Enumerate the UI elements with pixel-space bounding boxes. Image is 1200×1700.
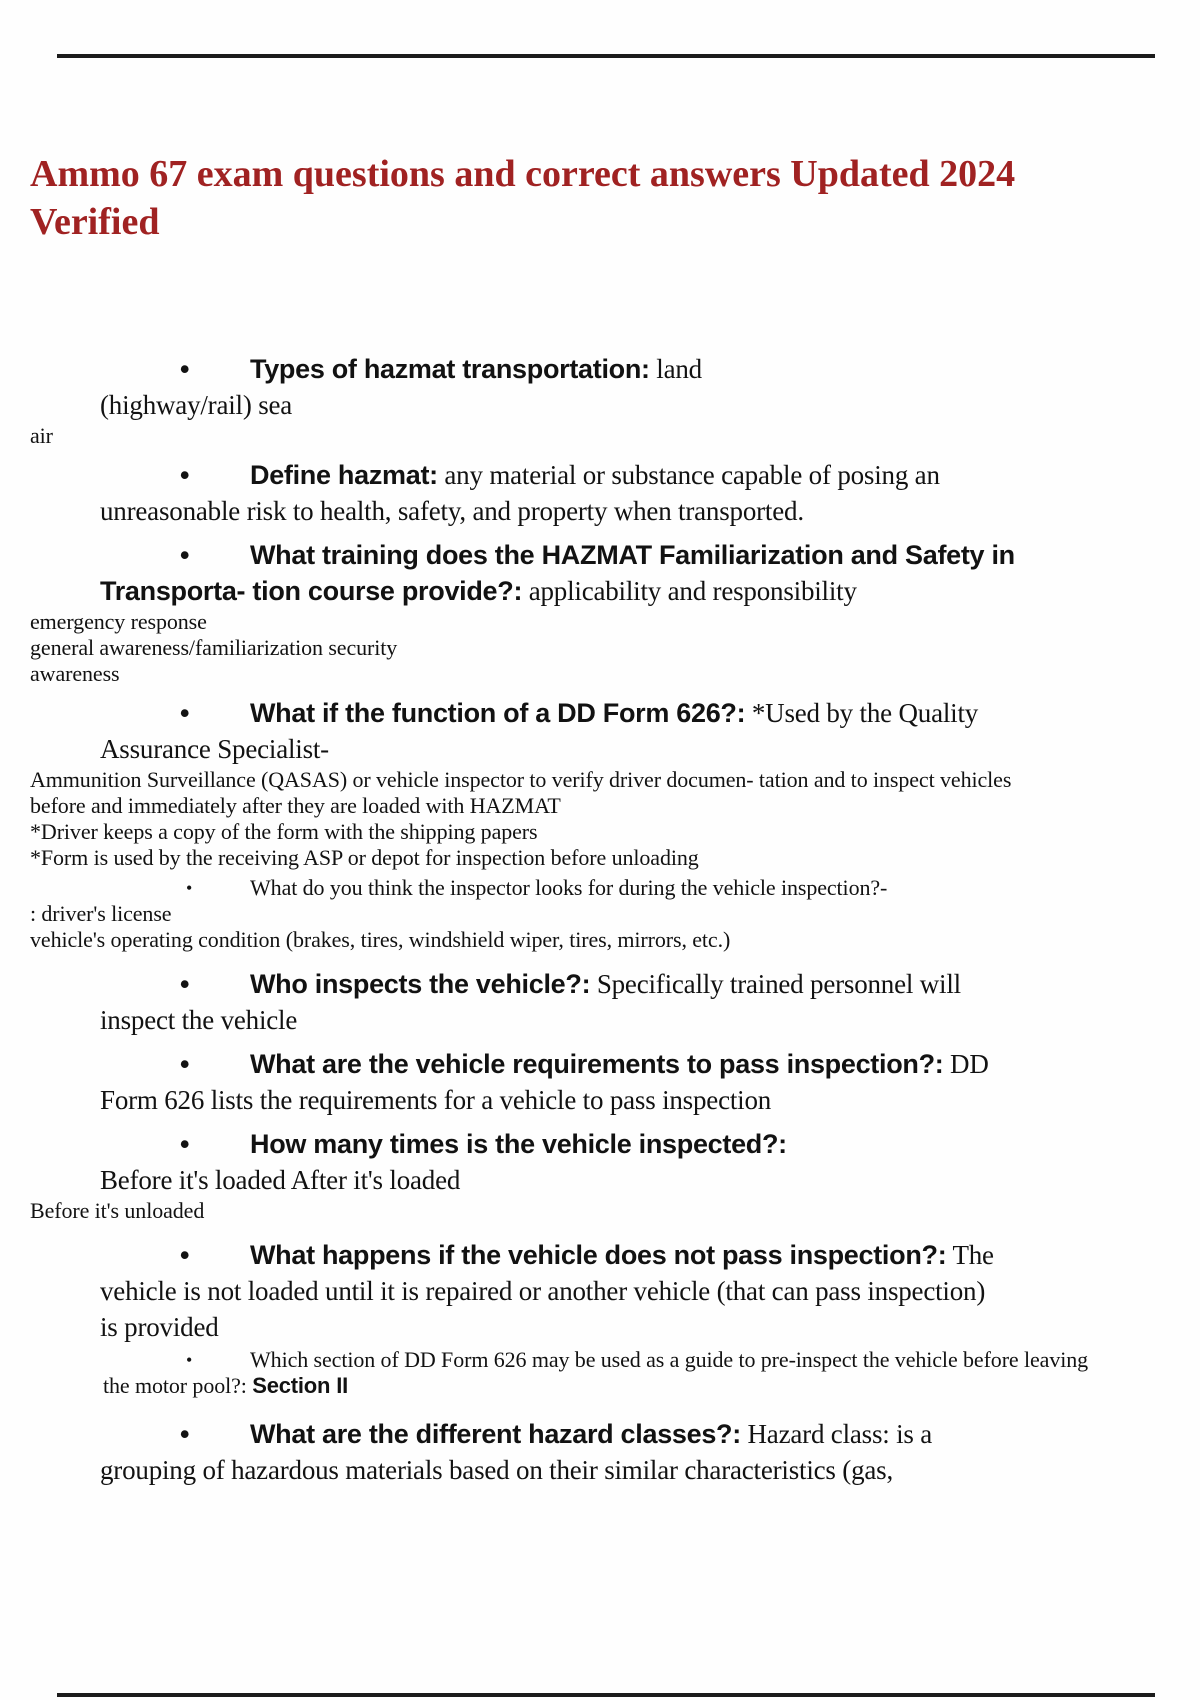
question-line [0,966,1200,1002]
question-line [0,695,1200,731]
sub-answer-text: Section II [252,1373,349,1398]
answer-continuation-line [0,1002,1200,1038]
note-line [0,423,1200,449]
bullet-icon: • [180,1240,190,1270]
bullet-icon: • [180,540,190,570]
question-text: How many times is the vehicle inspected?: [250,1129,787,1159]
answer-text: applicability and responsibility [522,576,857,606]
bullet-icon: • [180,1419,190,1449]
bullet-icon: • [186,878,193,898]
answer-continuation-line [0,1452,1200,1488]
question-continuation-line [0,573,1200,609]
note-line [0,635,1200,661]
answer-text: Specifically trained personnel will [590,969,961,999]
answer-text: *Used by the Quality [745,698,979,728]
sub-question-line [0,875,1200,901]
bullet-icon: • [180,969,190,999]
document-body [0,300,1200,1488]
answer-text: grouping of hazardous materials based on their similar characteristics (gas, [100,1455,894,1485]
question-text: Types of hazmat transportation: [250,354,650,384]
question-line [0,1126,1200,1162]
note-line [0,901,1200,927]
sub-question-text: What do you think the inspector looks for during the vehicle inspection?- [250,875,888,900]
answer-text: Hazard class: is a [740,1419,933,1449]
page-title: Ammo 67 exam questions and correct answers Updated 2024 Verified [30,153,1016,243]
question-line [0,1237,1200,1273]
note-text: Before it's unloaded [30,1198,205,1223]
question-text: What if the function of a DD Form 626?: [250,698,746,728]
note-line [0,845,1200,871]
note-text: *Driver keeps a copy of the form with the shipping papers [30,819,538,844]
answer-text: (highway/rail) sea [100,390,293,420]
question-text: What are the vehicle requirements to pass inspection?: [250,1049,944,1079]
bullet-icon: • [180,1049,190,1079]
note-line [0,793,1200,819]
note-line [0,609,1200,635]
answer-continuation-line [0,387,1200,423]
answer-text: Form 626 lists the requirements for a vehicle to pass inspection [100,1085,772,1115]
answer-continuation-line [0,731,1200,767]
answer-text: any material or substance capable of posing an [437,460,940,490]
question-line [0,537,1200,573]
answer-text: vehicle is not loaded until it is repaired or another vehicle (that can pass inspection) [100,1276,986,1306]
answer-text: unreasonable risk to health, safety, and property when transported. [100,496,804,526]
question-text: Transporta- tion course provide?: [100,576,523,606]
note-text: air [30,423,53,448]
note-line [0,1198,1200,1224]
answer-continuation-line [0,493,1200,529]
answer-text: Assurance Specialist- [100,734,329,764]
sub-question-text: Which section of DD Form 626 may be used as a guide to pre-inspect the vehicle before leaving [250,1347,1089,1372]
question-line [0,351,1200,387]
sub-answer-line [0,1373,1200,1399]
bullet-icon: • [180,698,190,728]
top-rule [57,54,1155,58]
answer-continuation-line [0,1273,1200,1309]
note-text: emergency response [30,609,207,634]
question-line [0,1046,1200,1082]
bullet-icon: • [180,354,190,384]
question-line [0,457,1200,493]
answer-continuation-line [0,1309,1200,1345]
sub-question-text: the motor pool?: [103,1373,253,1398]
note-text: : driver's license [30,901,172,926]
note-text: vehicle's operating condition (brakes, tires, windshield wiper, tires, mirrors, etc.) [30,927,731,952]
bullet-icon: • [180,460,190,490]
question-text: What happens if the vehicle does not pass inspection?: [250,1240,947,1270]
note-line [0,927,1200,953]
note-text: general awareness/familiarization security [30,635,398,660]
note-text: before and immediately after they are loaded with HAZMAT [30,793,561,818]
answer-text: inspect the vehicle [100,1005,298,1035]
answer-text: land [649,354,702,384]
question-line [0,1416,1200,1452]
note-line [0,767,1200,793]
question-text: What training does the HAZMAT Familiarization and Safety in [250,540,1015,570]
answer-continuation-line [0,1162,1200,1198]
question-text: Who inspects the vehicle?: [250,969,591,999]
note-text: awareness [30,661,120,686]
note-line [0,661,1200,687]
note-text: Ammunition Surveillance (QASAS) or vehicle inspector to verify driver documen- tation and to inspect vehicles [30,767,1012,792]
note-text: *Form is used by the receiving ASP or depot for inspection before unloading [30,845,699,870]
note-line [0,819,1200,845]
bullet-icon: • [186,1350,193,1370]
sub-question-line [0,1347,1200,1373]
bottom-rule [57,1693,1155,1697]
answer-text: is provided [100,1312,219,1342]
bullet-icon: • [180,1129,190,1159]
question-text: Define hazmat: [250,460,438,490]
answer-text: DD [943,1049,989,1079]
answer-continuation-line [0,1082,1200,1118]
answer-text: Before it's loaded After it's loaded [100,1165,461,1195]
answer-text: The [946,1240,994,1270]
question-text: What are the different hazard classes?: [250,1419,741,1449]
